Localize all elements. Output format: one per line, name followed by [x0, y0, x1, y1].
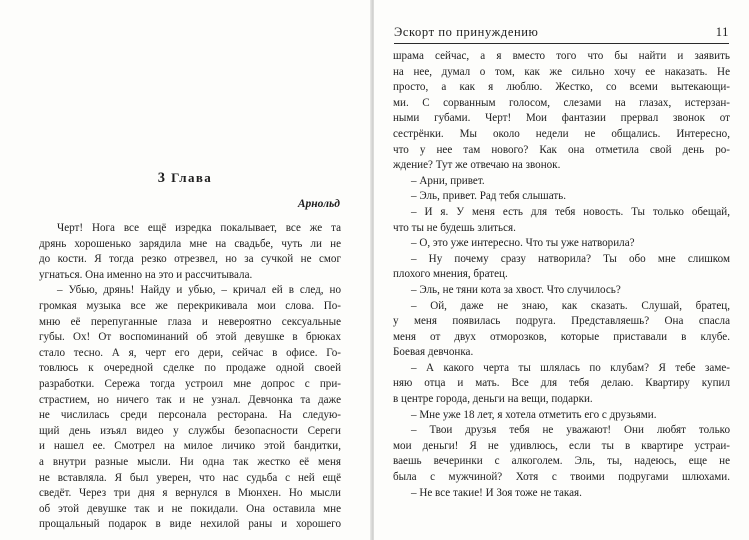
right-page-text-line: ными губами. Черт! Мои фантазии прервал звонок от	[393, 112, 730, 125]
left-page-text-line: губы. Ох! От воспоминаний об этой девушке в брюках	[39, 331, 341, 344]
right-page-text-line: ваешь вечеринки с алкоголем. Эль, ты, надеюсь, еще не	[393, 455, 730, 468]
right-page-text-line: ждение? Тут же отвечаю на звонок.	[393, 159, 561, 172]
left-page-text-line: Черт! Нога все ещё изредка покалывает, все же та	[57, 222, 341, 234]
left-page-text-line: и нашел ее. Смотрел на милое личико этой бандитки,	[39, 440, 341, 453]
left-page	[0, 0, 371, 540]
left-page-text-line: мню её перепуганные глаза и невероятно сексуальные	[39, 315, 341, 328]
left-page-text-line: сведёт. Через три дня я вернулся в Мюнхен. Но мысли	[39, 487, 341, 500]
page-number: 11	[715, 25, 729, 39]
right-page-text-line: плохого мнения, братец.	[393, 268, 508, 281]
left-page-text-line: до кости. Я тогда резко отрезвел, но за сучкой не смог	[39, 253, 341, 266]
right-page-text-line: сестрёнки. Мы около недели не общались. Интересно,	[393, 127, 730, 140]
left-page-text-line: товлюсь к очередной сделке по продаже одной своей	[39, 362, 341, 375]
right-page-text-line: – Мне уже 18 лет, я хотела отметить его с друзьями.	[411, 408, 657, 421]
left-page-text-line: – Убью, дрянь! Найду и убью, – кричал ей в след, но	[57, 284, 341, 297]
left-page-text-line: не вставляла. Я был уверен, что нас судьба с ней ещё	[39, 471, 341, 484]
right-page	[374, 0, 749, 540]
pov-character: Арнольд	[297, 198, 340, 210]
left-page-text-line: а внутри разные мысли. Ни одна так жестко её меня	[39, 455, 341, 468]
right-page-text-line: на нее, думал о том, как же сильно хочу ее наказать. Не	[393, 65, 730, 78]
left-page-text-line: страстием, но ничего так и не узнал. Девчонка та даже	[39, 393, 341, 406]
chapter-word: Глава	[171, 170, 213, 185]
right-page-text-line: что у нее там нового? Как она отметила свой день ро-	[393, 143, 730, 156]
right-page-text-line: – Эль, привет. Рад тебя слышать.	[411, 190, 567, 203]
chapter-number: 3	[157, 170, 167, 186]
right-page-text-line: что ты не будешь злиться.	[393, 221, 516, 234]
right-body-text	[393, 49, 730, 501]
left-page-text-line: дрянь хорошенько зарядила мне на свадьбе, чуть ли не	[39, 237, 341, 250]
right-page-text-line: няю отца и мать. Все для тебя делаю. Квартиру купил	[393, 377, 730, 390]
right-page-text-line: у меня появилась подруга. Представляешь? Она спасла	[393, 315, 730, 328]
right-page-text-line: – Не все такие! И Зоя тоже не такая.	[411, 486, 582, 499]
right-page-text-line: была с мужчиной? Хотя с твоими подругами шлюхами.	[393, 471, 730, 484]
right-page-text-line: шрама сейчас, а я вместо того что бы найти и заявить	[393, 50, 730, 62]
right-page-text-line: – О, это уже интересно. Что ты уже натворила?	[411, 237, 635, 250]
right-page-text-line: Боевая девчонка.	[393, 346, 474, 359]
right-page-text-line: – Твои друзья тебя не уважают! Они любят только	[411, 424, 730, 437]
right-page-text-line: мои деньги! Я не удивлюсь, если ты в квартире устраи-	[393, 439, 730, 452]
right-page-text-line: – И я. У меня есть для тебя новость. Ты только обещай,	[411, 205, 730, 218]
right-page-text-line: меня от двух отморозков, которые приставали в клубе.	[393, 330, 730, 343]
left-page-text-line: не числилась среди персонала ресторана. На следую-	[39, 409, 341, 422]
running-header	[394, 25, 729, 41]
left-page-text-line: щий день изъял видео у службы безопасности Сереги	[39, 424, 341, 437]
header-rule	[394, 43, 729, 44]
right-page-text-line: – Ну почему сразу натворила? Ты обо мне слишком	[411, 252, 730, 265]
book-title: Эскорт по принуждению	[394, 25, 539, 39]
chapter-heading	[120, 170, 250, 187]
left-page-text-line: об этой девушке так и не покидали. Она оставила мне	[39, 502, 341, 515]
right-page-text-line: – Эль, не тяни кота за хвост. Что случилось?	[411, 283, 621, 296]
left-page-text-line: громкая музыка все же перекрикивала мои слова. По-	[39, 299, 341, 312]
right-page-text-line: просто, а как я люблю. Жестко, со всеми вытекающи-	[393, 81, 730, 94]
left-page-text-line: стало тесно. А я, черт его дери, сейчас в офисе. Го-	[39, 346, 341, 359]
right-page-text-line: – Ой, даже не знаю, как сказать. Слушай, братец,	[411, 299, 730, 312]
left-page-text-line: прощальный подарок в виде нехилой раны и хорошего	[39, 518, 341, 531]
left-body-text	[39, 221, 341, 533]
left-page-text-line: разработки. Сережа тогда устроил мне допрос с при-	[39, 377, 341, 390]
right-page-text-line: в центре города, деньги на вещи, подарки.	[393, 393, 593, 406]
right-page-text-line: – Арни, привет.	[411, 174, 485, 187]
right-page-text-line: ми. С сорванным голосом, слезами на глазах, истерзан-	[393, 96, 730, 109]
right-page-text-line: – А какого черта ты шлялась по клубам? Я тебе заме-	[411, 361, 730, 374]
left-page-text-line: угнаться. Она именно на это и рассчитывала.	[39, 268, 253, 281]
